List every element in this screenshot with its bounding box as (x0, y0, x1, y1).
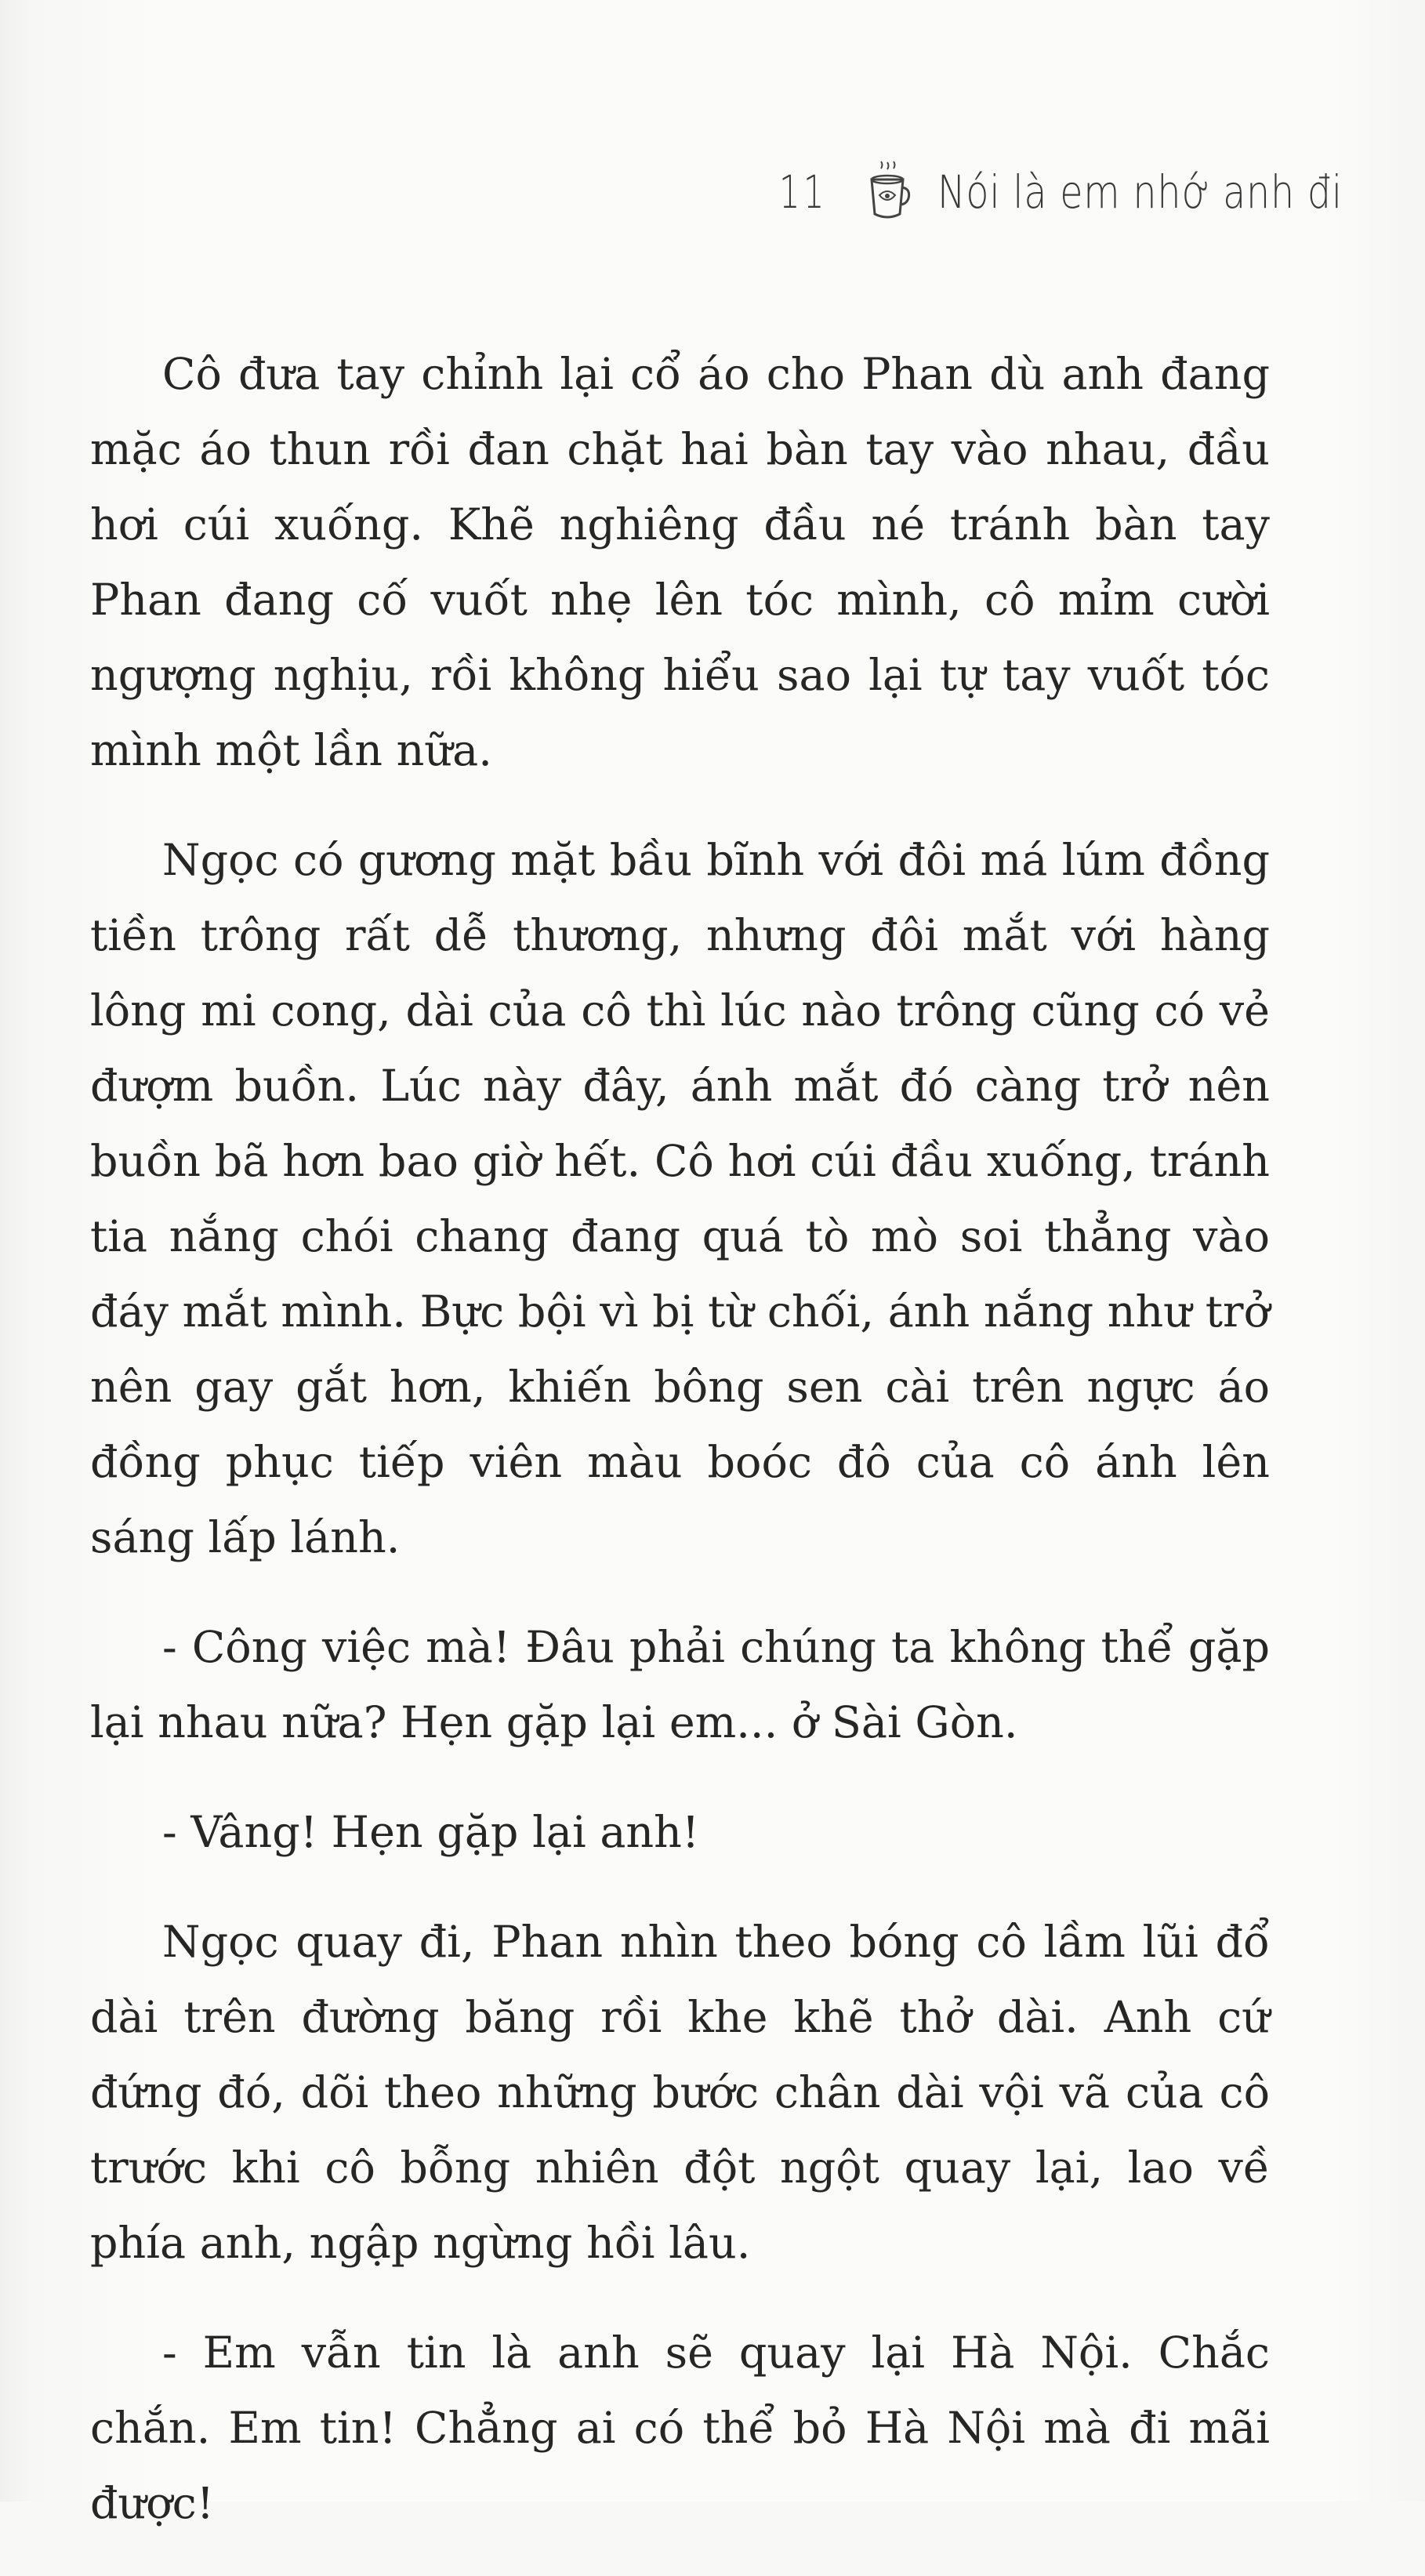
dialogue-line: - Công việc mà! Đâu phải chúng ta không thể gặp lại nhau nữa? Hẹn gặp lại em... ở Sài Gòn. (90, 1622, 1270, 1748)
dialogue-line: - Em vẫn tin là anh sẽ quay lại Hà Nội. Chắc chắn. Em tin! Chẳng ai có thể bỏ Hà Nội mà đi mãi được! (90, 2327, 1270, 2529)
book-title: Nói là em nhớ anh đi (937, 165, 1343, 219)
paragraph: Ngọc quay đi, Phan nhìn theo bóng cô lầm lũi đổ dài trên đường băng rồi khe khẽ thở dài. Anh cứ đứng đó, dõi theo những bước chân dài vội vã của cô trước khi cô bỗng nhiên đột ngột quay lại, lao về phía anh, ngập ngừng hồi lâu. (90, 1917, 1270, 2269)
paragraph: Ngọc có gương mặt bầu bĩnh với đôi má lúm đồng tiền trông rất dễ thương, nhưng đôi mắt với hàng lông mi cong, dài của cô thì lúc nào trông cũng có vẻ đượm buồn. Lúc này đây, ánh mắt đó càng trở nên buồn bã hơn bao giờ hết. Cô hơi cúi đầu xuống, tránh tia nắng chói chang đang quá tò mò soi thẳng vào đáy mắt mình. Bực bội vì bị từ chối, ánh nắng như trở nên gay gắt hơn, khiến bông sen cài trên ngực áo đồng phục tiếp viên màu boóc đô của cô ánh lên sáng lấp lánh. (90, 835, 1270, 1563)
page-number: 11 (779, 165, 828, 219)
body-text (90, 337, 1270, 2576)
coffee-cup-icon (864, 161, 911, 223)
dialogue-line: - Vâng! Hẹn gặp lại anh! (162, 1807, 700, 1858)
paragraph: Cô đưa tay chỉnh lại cổ áo cho Phan dù anh đang mặc áo thun rồi đan chặt hai bàn tay vào nhau, đầu hơi cúi xuống. Khẽ nghiêng đầu né tránh bàn tay Phan đang cố vuốt nhẹ lên tóc mình, cô mỉm cười ngượng nghịu, rồi không hiểu sao lại tự tay vuốt tóc mình một lần nữa. (90, 349, 1270, 776)
running-header (770, 161, 1384, 223)
